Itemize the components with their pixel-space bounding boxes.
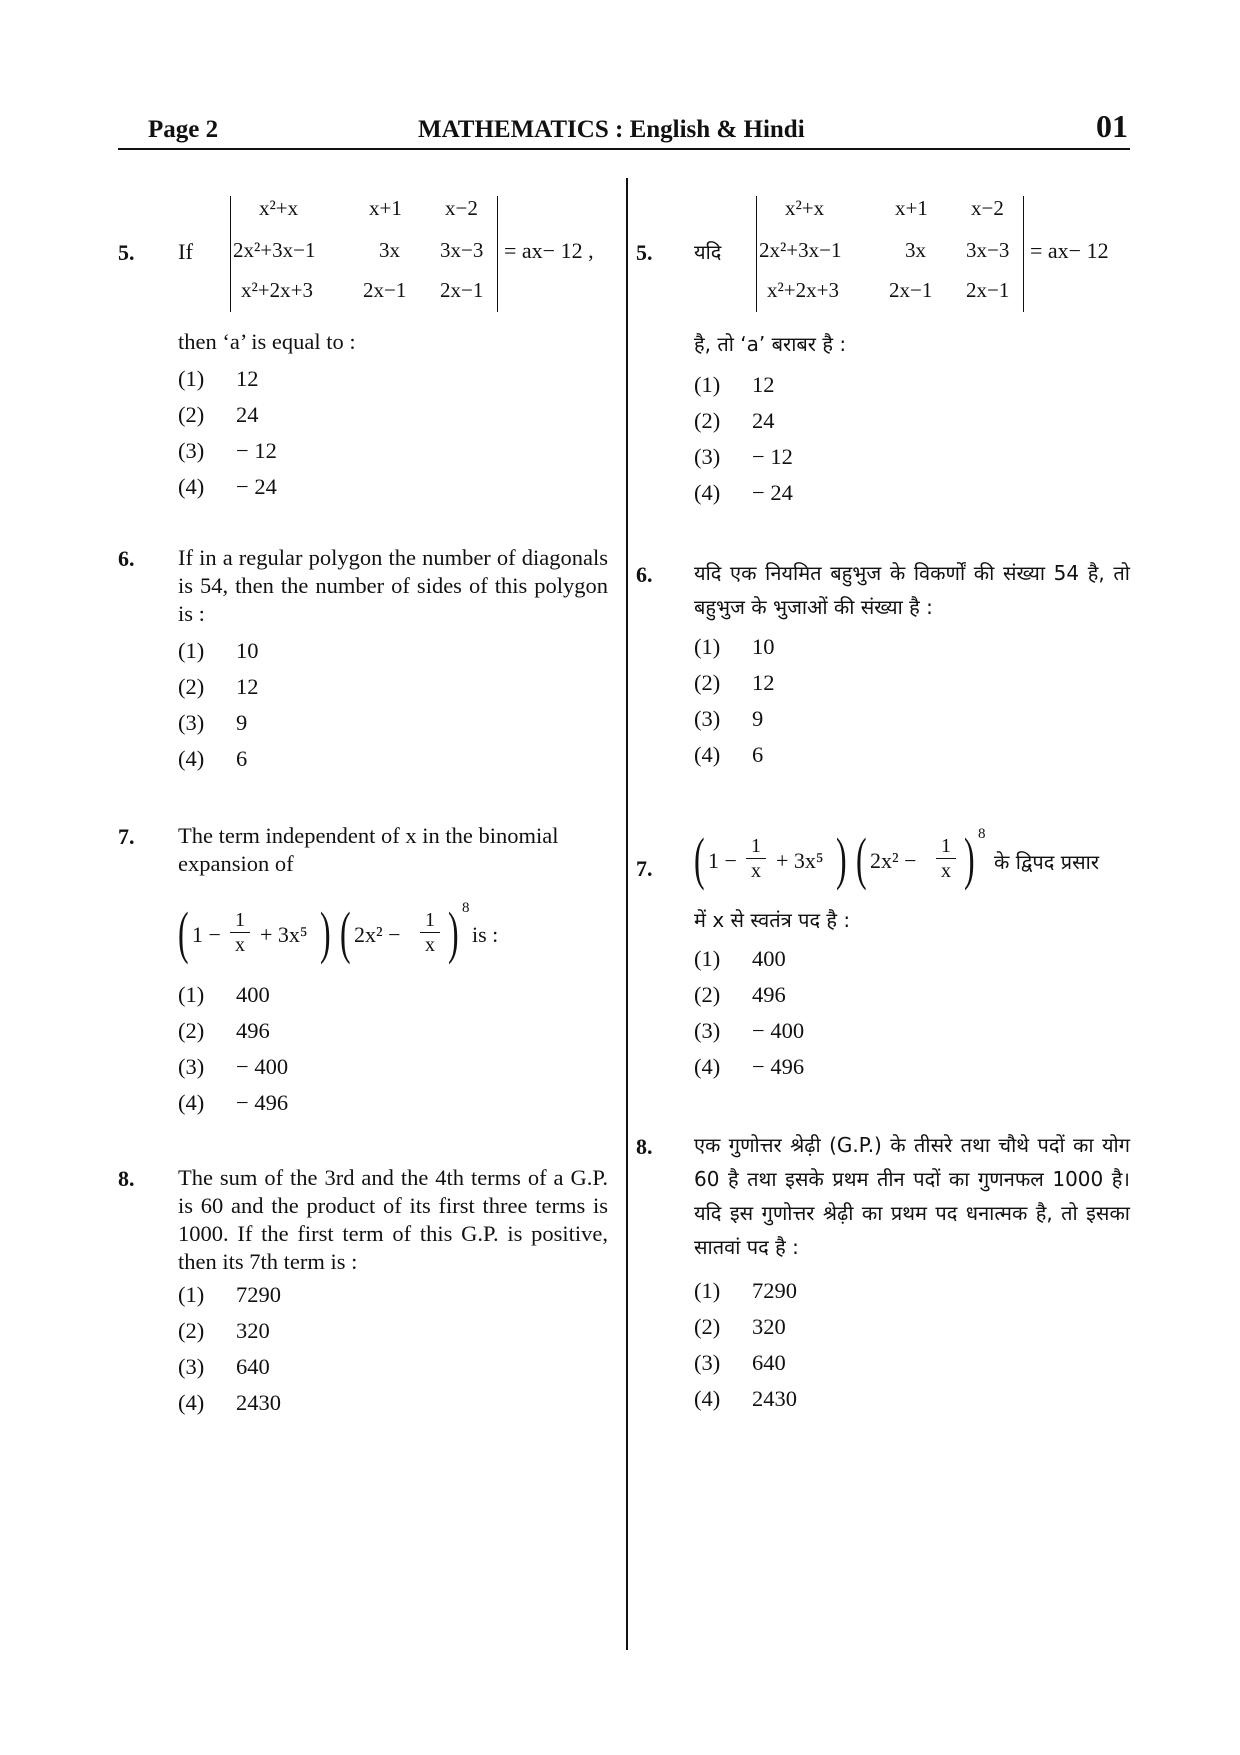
question-number: 5. <box>118 240 135 265</box>
question-text: If in a regular polygon the number of diagonals is 54, then the number of sides of this polygon is : <box>178 545 608 626</box>
determinant <box>230 196 498 312</box>
det-cell: 2x−1 <box>889 278 933 302</box>
det-cell: x−2 <box>971 196 1004 220</box>
right-paren: ) <box>836 826 847 891</box>
question-number: 5. <box>636 240 653 265</box>
det-cell: 2x−1 <box>966 278 1010 302</box>
right-paren: ) <box>448 900 459 965</box>
det-cell: 2x−1 <box>363 278 407 302</box>
paper-code: 01 <box>1096 108 1128 144</box>
option-4[interactable]: (4) − 24 <box>178 474 277 499</box>
option-1[interactable]: (1) 400 <box>694 946 786 971</box>
option-3[interactable]: (3) − 12 <box>178 438 277 463</box>
question-text: है, तो ‘a’ बराबर है : <box>694 332 847 356</box>
right-paren: ) <box>964 826 975 891</box>
option-2[interactable]: (2) 496 <box>178 1018 270 1043</box>
exponent: 8 <box>462 900 470 916</box>
option-1[interactable]: (1) 400 <box>178 982 270 1007</box>
left-paren: ( <box>340 900 351 965</box>
option-3[interactable]: (3) − 400 <box>178 1054 289 1079</box>
question-lead: If <box>178 239 193 264</box>
option-4[interactable]: (4) 6 <box>178 746 248 771</box>
det-cell: x²+2x+3 <box>241 278 313 302</box>
determinant <box>756 196 1024 312</box>
question-number: 6. <box>636 562 653 587</box>
det-cell: x²+x <box>785 196 825 220</box>
option-1[interactable]: (1) 10 <box>694 634 775 659</box>
binomial-expression <box>694 826 1134 896</box>
left-paren: ( <box>856 826 867 891</box>
question-number: 7. <box>118 824 135 849</box>
option-2[interactable]: (2) 12 <box>694 670 775 695</box>
det-cell: 2x−1 <box>440 278 484 302</box>
det-cell: 3x <box>905 238 926 262</box>
expr-term: + 3x⁵ <box>260 922 308 947</box>
det-cell: x+1 <box>369 196 402 220</box>
option-1[interactable]: (1) 12 <box>178 366 259 391</box>
option-1[interactable]: (1) 12 <box>694 372 775 397</box>
option-3[interactable]: (3) − 12 <box>694 444 793 469</box>
option-3[interactable]: (3) 9 <box>178 710 248 735</box>
question-number: 7. <box>636 856 653 881</box>
option-3[interactable]: (3) 9 <box>694 706 764 731</box>
question-text: यदि एक नियमित बहुभुज के विकर्णों की संख्या 54 है, तो बहुभुज के भुजाओं की संख्या है : <box>694 561 1130 619</box>
expr-term: 1 − <box>192 922 221 947</box>
det-cell: x+1 <box>895 196 928 220</box>
option-2[interactable]: (2) 24 <box>178 402 259 427</box>
option-2[interactable]: (2) 496 <box>694 982 786 1007</box>
option-2[interactable]: (2) 24 <box>694 408 775 433</box>
expr-tail: is : <box>472 922 499 947</box>
option-4[interactable]: (4) − 24 <box>694 480 793 505</box>
det-cell: 2x²+3x−1 <box>233 238 316 262</box>
question-text: में x से स्वतंत्र पद है : <box>694 908 851 932</box>
option-4[interactable]: (4) − 496 <box>694 1054 805 1079</box>
expr-term: 2x² − <box>870 848 917 873</box>
question-number: 6. <box>118 546 135 571</box>
option-4[interactable]: (4) 6 <box>694 742 764 767</box>
determinant-rhs: = ax− 12 <box>1030 238 1109 263</box>
fraction: $\frac{1}{x}$ <box>936 834 956 883</box>
det-cell: 3x <box>379 238 400 262</box>
page-title: MATHEMATICS : English & Hindi <box>418 116 805 143</box>
det-cell: x²+x <box>259 196 299 220</box>
det-cell: x−2 <box>445 196 478 220</box>
det-cell: 2x²+3x−1 <box>759 238 842 262</box>
option-3[interactable]: (3) 640 <box>694 1350 786 1375</box>
expr-term: 2x² − <box>354 922 401 947</box>
det-cell: 3x−3 <box>966 238 1010 262</box>
right-paren: ) <box>320 900 331 965</box>
fraction: $\frac{1}{x}$ <box>746 834 766 883</box>
question-lead: यदि <box>694 240 722 264</box>
option-3[interactable]: (3) 640 <box>178 1354 270 1379</box>
determinant-rhs: = ax− 12 , <box>504 238 594 263</box>
binomial-expression <box>178 900 558 970</box>
question-text: एक गुणोत्तर श्रेढ़ी (G.P.) के तीसरे तथा चौथे पदों का योग 60 है तथा इसके प्रथम तीन पदों का गुणनफल 1000 है। यदि इस गुणोत्तर श्रेढ़ी का प्रथम पद धनात्मक है, तो इसका सातवां पद है : <box>694 1133 1130 1259</box>
expr-term: + 3x⁵ <box>776 848 824 873</box>
option-4[interactable]: (4) 2430 <box>694 1386 797 1411</box>
question-text: The term independent of x in the binomial expansion of <box>178 823 559 876</box>
fraction: $\frac{1}{x}$ <box>420 908 440 957</box>
det-cell: 3x−3 <box>440 238 484 262</box>
option-4[interactable]: (4) − 496 <box>178 1090 289 1115</box>
page-label: Page 2 <box>148 116 219 143</box>
question-number: 8. <box>118 1166 135 1191</box>
option-4[interactable]: (4) 2430 <box>178 1390 281 1415</box>
option-3[interactable]: (3) − 400 <box>694 1018 805 1043</box>
exponent: 8 <box>978 826 986 842</box>
question-text: The sum of the 3rd and the 4th terms of a G.P. is 60 and the product of its first three terms is 1000. If the first term of this G.P. is positive, then its 7th term is : <box>178 1165 608 1274</box>
det-cell: x²+2x+3 <box>767 278 839 302</box>
option-2[interactable]: (2) 320 <box>178 1318 270 1343</box>
expr-tail: के द्विपद प्रसार <box>994 850 1099 874</box>
question-number: 8. <box>636 1134 653 1159</box>
page-header <box>118 108 1130 150</box>
option-1[interactable]: (1) 7290 <box>178 1282 281 1307</box>
fraction: $\frac{1}{x}$ <box>230 908 250 957</box>
option-2[interactable]: (2) 12 <box>178 674 259 699</box>
expr-term: 1 − <box>708 848 737 873</box>
question-text: then ‘a’ is equal to : <box>178 329 356 354</box>
option-1[interactable]: (1) 10 <box>178 638 259 663</box>
option-1[interactable]: (1) 7290 <box>694 1278 797 1303</box>
left-paren: ( <box>694 826 705 891</box>
option-2[interactable]: (2) 320 <box>694 1314 786 1339</box>
column-divider <box>626 178 628 1650</box>
left-paren: ( <box>178 900 189 965</box>
